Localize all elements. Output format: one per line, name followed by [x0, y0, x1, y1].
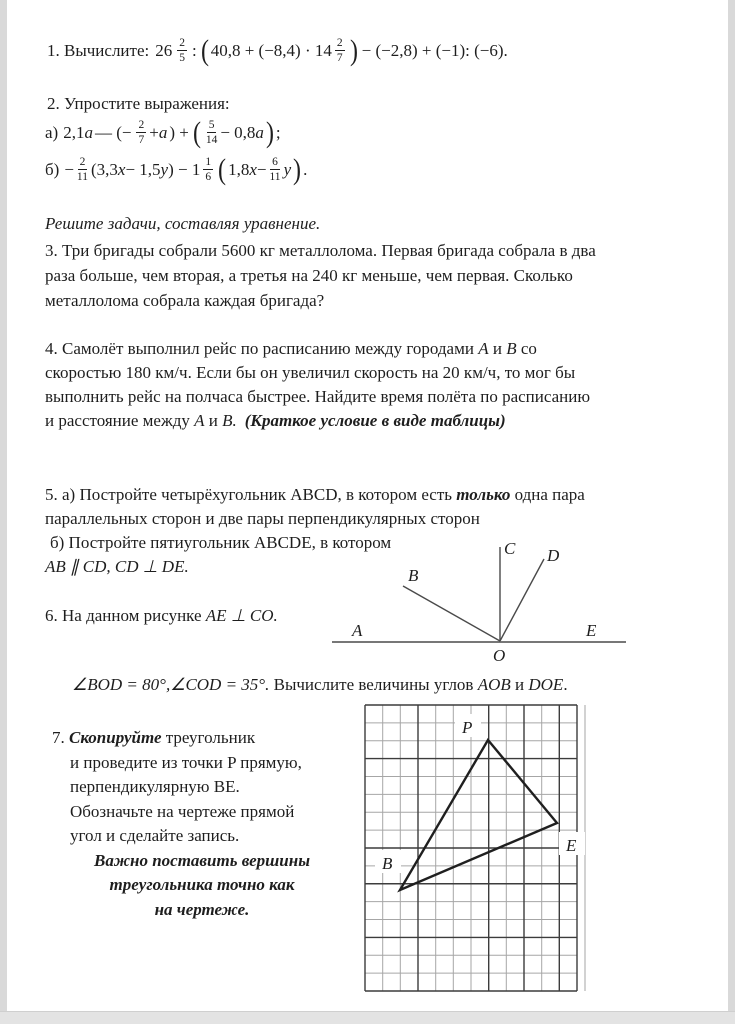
- label-D: D: [547, 546, 560, 565]
- task-2b-fraction-3: $\frac{6}{11}$: [269, 155, 281, 183]
- task-4-l1-var-b: B: [506, 339, 517, 358]
- task-5-formula: AB ∥ CD, CD ⊥ DE.: [45, 557, 189, 576]
- task-2a-var2: a: [158, 123, 168, 142]
- task-3: [45, 238, 596, 313]
- task-2b-minus: −: [64, 160, 74, 179]
- task-2b-fraction-1: $\frac{2}{11}$: [76, 155, 88, 183]
- task-2a-rparen: ): [265, 116, 274, 149]
- ray-OD: [500, 559, 544, 641]
- task-2b-t1: (3,3: [90, 160, 118, 179]
- task-7-note-3: на чертеже.: [154, 899, 250, 919]
- task-7-line-1: [52, 726, 352, 751]
- task-4-line-3: выполнить рейс на полчаса быстрее. Найдите время полёта по расписанию: [45, 387, 591, 406]
- task-7-note-2: треугольника точно как: [109, 875, 295, 894]
- task-2b-rparen: ): [293, 153, 302, 186]
- label-O: O: [493, 646, 506, 665]
- page-edge-bottom: [0, 1011, 735, 1024]
- task-2a-t5: − 0,8: [220, 123, 256, 142]
- task-2a-fraction-1: $\frac{2}{7}$: [138, 118, 145, 146]
- task-2a-label: а): [45, 123, 59, 142]
- task-2a-t2: — (−: [94, 123, 132, 142]
- task-2a-var3: a: [255, 123, 264, 142]
- task-6-formula: AE ⊥ CO.: [205, 606, 278, 625]
- triangle-BPE: [400, 740, 557, 890]
- task-2b-var1: x: [117, 160, 126, 179]
- task-2b: [45, 150, 307, 190]
- task-1-inner: 40,8 + (−8,4) · 14: [210, 41, 332, 60]
- task-2a-t4: ) +: [169, 123, 189, 142]
- task-6-angle-doe: DOE: [528, 675, 564, 694]
- label-E: E: [586, 621, 597, 640]
- task-1-rparen: ): [349, 34, 358, 67]
- task-1-tail: − (−2,8) + (−1): (−6).: [361, 41, 508, 60]
- angle-figure: [330, 533, 632, 665]
- task-4-line-4: [45, 409, 590, 433]
- task-7: [52, 726, 352, 922]
- ray-OB: [403, 586, 500, 641]
- task-2a-t6: ;: [275, 123, 281, 142]
- task-4-l1-tail: со: [516, 339, 537, 358]
- task-5-l1-tail: одна пара: [510, 485, 585, 504]
- task-7-l1-tail: треугольник: [161, 728, 256, 747]
- task-7-line-5: угол и сделайте запись.: [70, 826, 240, 845]
- task-3-line-1: 3. Три бригады собрали 5600 кг металлолома. Первая бригада собрала в два: [45, 241, 596, 260]
- task-4-l1-text: 4. Самолёт выполнил рейс по расписанию между городами: [45, 339, 479, 358]
- label-P: P: [462, 718, 473, 737]
- task-6-cond-and: и: [510, 675, 529, 694]
- task-1-fraction-2: $\frac{2}{7}$: [336, 36, 343, 64]
- label-B: B: [382, 854, 393, 873]
- task-6-cond-text: Вычислите величины углов: [269, 675, 478, 694]
- task-5-l1-text: 5. а) Постройте четырёхугольник ABCD, в котором есть: [45, 485, 457, 504]
- task-2b-t3: ) − 1: [168, 160, 201, 179]
- task-6-angle-aob: AOB: [477, 675, 511, 694]
- task-4-line-1: [45, 337, 590, 361]
- task-2b-label: б): [45, 160, 60, 179]
- task-4-l4-var-a: A: [194, 411, 205, 430]
- task-4-l4-var-b: B.: [222, 411, 237, 430]
- task-2b-t6: .: [303, 160, 308, 179]
- label-A: A: [352, 621, 363, 640]
- task-2b-t4: 1,8: [228, 160, 250, 179]
- task-2a: [45, 113, 281, 153]
- task-2b-t5: −: [256, 160, 267, 179]
- task-2-heading: 2. Упростите выражения:: [47, 94, 230, 113]
- task-2a-t3: +: [149, 123, 159, 142]
- grid-figure: [363, 700, 597, 998]
- page-edge-left: [0, 0, 7, 1012]
- task-4-line-2: скоростью 180 км/ч. Если бы он увеличил скорость на 20 км/ч, то мог бы: [45, 363, 576, 382]
- task-4-l1-var-a: A: [478, 339, 489, 358]
- task-1-lparen: (: [200, 34, 209, 67]
- task-2b-var3: x: [249, 160, 257, 179]
- task-4: [45, 337, 590, 433]
- label-B: B: [408, 566, 419, 585]
- task-1: [47, 30, 510, 72]
- task-1-mixed-whole: 26: [155, 41, 173, 60]
- label-E: E: [566, 836, 577, 855]
- task-2a-t1: 2,1: [63, 123, 85, 142]
- task-4-l1-and: и: [488, 339, 507, 358]
- label-C: C: [504, 539, 516, 558]
- task-2a-var1: a: [84, 123, 93, 142]
- task-6: [45, 604, 278, 628]
- task-2b-lparen: (: [218, 153, 227, 186]
- task-1-colon: :: [191, 41, 197, 60]
- task-2b-t2: − 1,5: [125, 160, 161, 179]
- task-7-line-4: Обозначьте на чертеже прямой: [70, 801, 295, 821]
- task-6-condition: [72, 673, 568, 697]
- task-6-cond-period: .: [563, 675, 568, 694]
- task-2b-var2: y: [160, 160, 169, 179]
- task-4-l4-and: и: [204, 411, 223, 430]
- task-6-text: 6. На данном рисунке: [45, 606, 206, 625]
- task-5-l1-emph: только: [456, 485, 511, 504]
- task-7-line-3: перпендикулярную BE.: [70, 777, 240, 796]
- task-4-l4-text: и расстояние между: [45, 411, 195, 430]
- task-7-emph: Скопируйте: [69, 728, 162, 747]
- task-1-fraction-1: $\frac{2}{5}$: [179, 36, 185, 64]
- task-5-line-1: [45, 483, 585, 507]
- task-2b-fraction-2: $\frac{1}{6}$: [205, 155, 212, 183]
- task-4-note: (Краткое условие в виде таблицы): [244, 411, 506, 430]
- task-5-line-3: б) Постройте пятиугольник ABCDE, в котором: [50, 533, 392, 552]
- instruction-line: Решите задачи, составляя уравнение.: [45, 214, 321, 233]
- task-3-line-2: раза больше, чем вторая, а третья на 240 кг меньше, чем первая. Сколько: [45, 266, 573, 285]
- task-3-line-3: металлолома собрала каждая бригада?: [45, 291, 325, 310]
- task-2a-lparen: (: [192, 116, 201, 149]
- task-7-note-1: Важно поставить вершины: [93, 850, 310, 870]
- task-7-line-2: и проведите из точки P прямую,: [70, 752, 302, 772]
- task-2b-var4: y: [283, 160, 292, 179]
- task-6-angles: ∠BOD = 80°,∠COD = 35°.: [72, 675, 270, 694]
- task-1-label: 1. Вычислите:: [47, 41, 150, 60]
- task-7-number: 7.: [52, 728, 69, 747]
- task-5-line-2: параллельных сторон и две пары перпендикулярных сторон: [45, 509, 480, 528]
- task-2a-fraction-2: $\frac{5}{14}$: [205, 118, 218, 146]
- page-edge-right: [728, 0, 735, 1012]
